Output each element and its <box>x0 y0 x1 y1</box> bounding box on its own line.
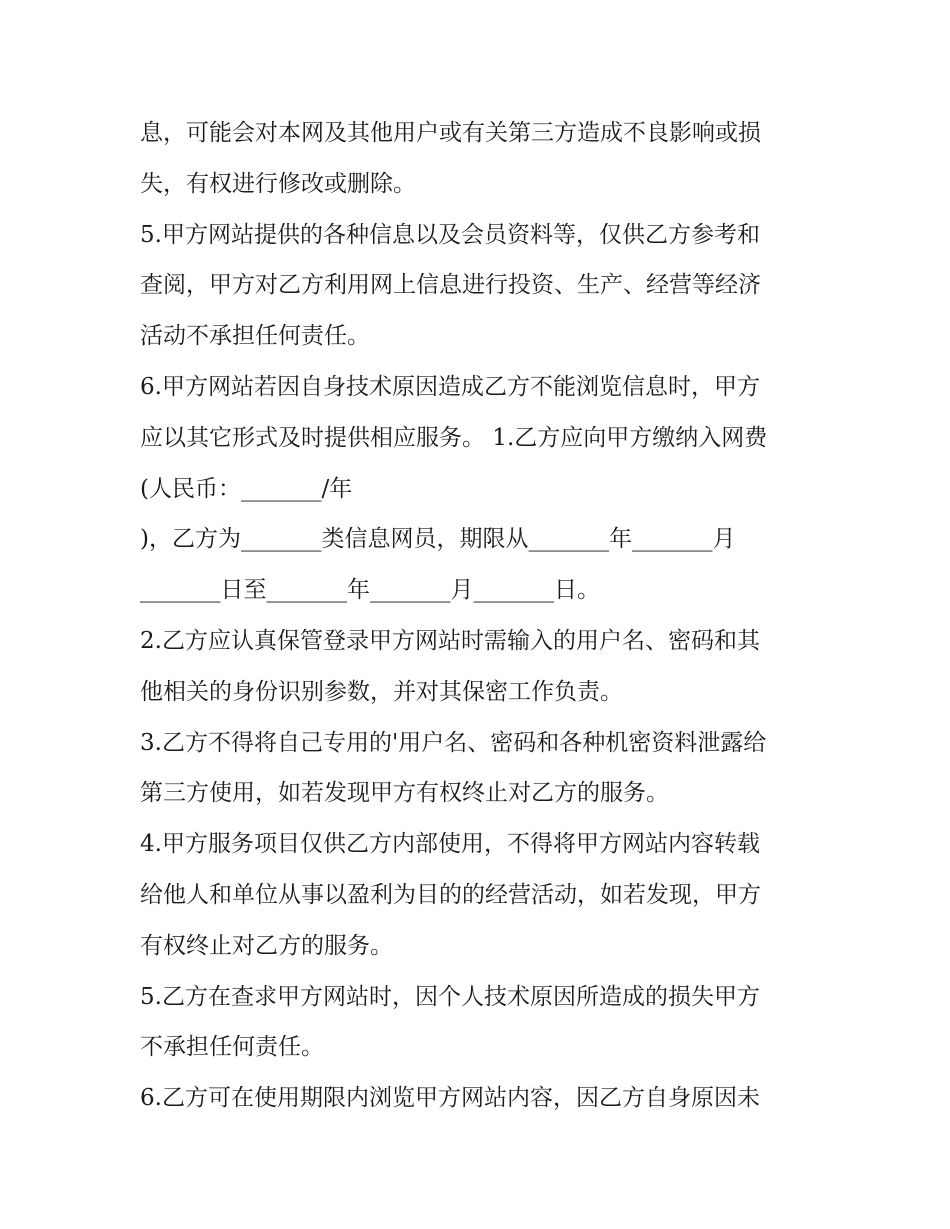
text-line: 应以其它形式及时提供相应服务。 1.乙方应向甲方缴纳入网费 <box>140 424 768 451</box>
text-line: 5.乙方在查求甲方网站时，因个人技术原因所造成的损失甲方 <box>140 983 760 1010</box>
text-line: )，乙方为_______类信息网员，期限从_______年_______月 <box>140 526 736 553</box>
text-line: 5.甲方网站提供的各种信息以及会员资料等，仅供乙方参考和 <box>140 221 760 248</box>
text-line: 查阅，甲方对乙方利用网上信息进行投资、生产、经营等经济 <box>140 272 761 299</box>
text-line: 2.乙方应认真保管登录甲方网站时需输入的用户名、密码和其 <box>140 627 760 654</box>
text-line: 4.甲方服务项目仅供乙方内部使用，不得将甲方网站内容转载 <box>140 831 760 858</box>
text-line: 有权终止对乙方的服务。 <box>140 932 393 959</box>
text-line: 活动不承担任何责任。 <box>140 323 370 350</box>
text-line: 不承担任何责任。 <box>140 1034 324 1061</box>
text-line: 他相关的身份识别参数，并对其保密工作负责。 <box>140 678 623 705</box>
text-line: 失，有权进行修改或删除。 <box>140 170 416 197</box>
text-line: (人民币：_______/年 <box>140 475 353 502</box>
text-line: 第三方使用，如若发现甲方有权终止对乙方的服务。 <box>140 780 669 807</box>
text-line: _______日至_______年_______月_______日。 <box>140 577 600 604</box>
text-line: 息，可能会对本网及其他用户或有关第三方造成不良影响或损 <box>140 120 761 146</box>
text-line: 给他人和单位从事以盈利为目的的经营活动，如若发现，甲方 <box>140 881 761 908</box>
document-body <box>140 108 820 1124</box>
text-line: 6.甲方网站若因自身技术原因造成乙方不能浏览信息时，甲方 <box>140 373 760 400</box>
text-line: 3.乙方不得将自己专用的'用户名、密码和各种机密资料泄露给 <box>140 729 767 756</box>
text-line: 6.乙方可在使用期限内浏览甲方网站内容，因乙方自身原因未 <box>140 1085 760 1112</box>
